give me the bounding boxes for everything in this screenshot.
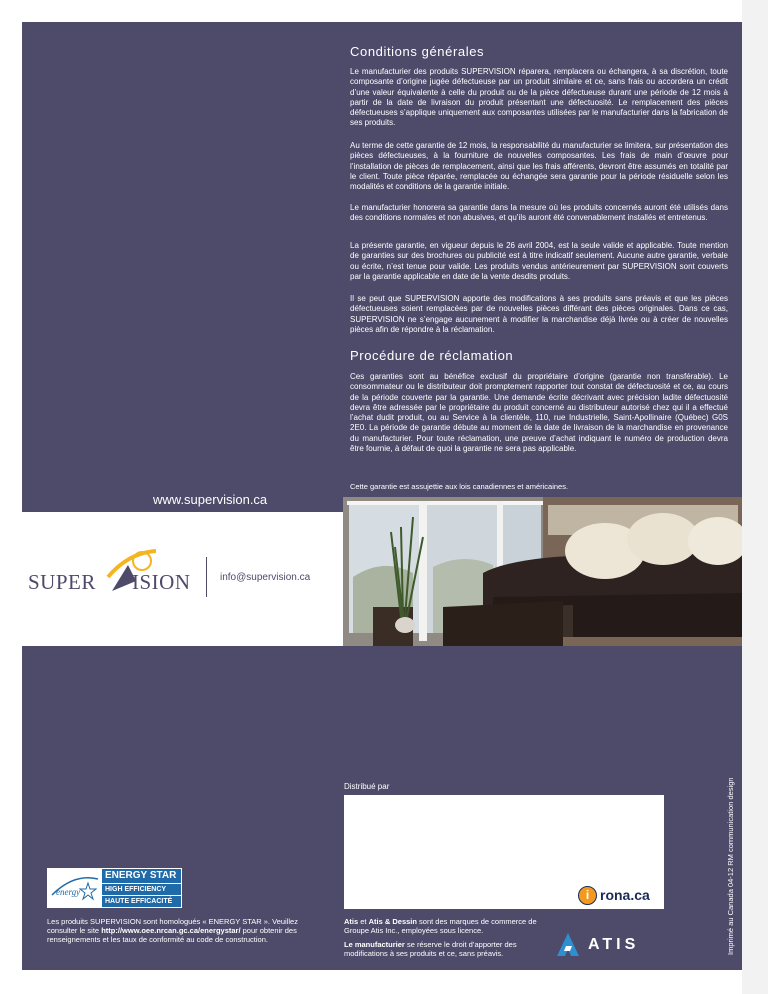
atis-logo xyxy=(556,932,666,958)
conditions-title: Conditions générales xyxy=(350,44,485,59)
conditions-paragraph-1: Le manufacturier des produits SUPERVISION réparera, remplacera ou échangera, à sa discrétion, toute composante d’origine jugée défectueuse par un produit similaire et ce, sans frais ou accordera un crédit d’une valeur équivalente à celle du produit ou de la pièce défectueuse durant une période de 12 mois à partir de la date de livraison du produit présentant une défectuosité. Le remplacement des pièces défectueuses s’applique uniquement aux composantes utilisées par le manufacturier dans la fabrication de ses produits. xyxy=(350,67,728,128)
claim-paragraph: Ces garanties sont au bénéfice exclusif du propriétaire d’origine (garantie non transférable). Le consommateur ou le distributeur doit promptement rapporter tout constat de défectuosité et ce, au cours de la période couverte par la garantie. Une demande écrite décrivant avec précision ladite défectuosité devra être adressée par le propriétaire du produit concerné au distributeur autorisé chez qui il a effectué l’achat dudit produit, ou au Service à la clientèle, 110, rue Industrielle, Saint-Apollinaire (Québec) G0S 2E0. La période de garantie débute au moment de la date de livraison de la marchandise en provenance du manufacturier. Pour toute réclamation, une preuve d’achat indiquant le numéro de production devra être fournie, à défaut de quoi la garantie ne sera pas applicable. xyxy=(350,372,728,454)
atis-mark-icon xyxy=(556,932,580,958)
trademark-note xyxy=(344,917,554,935)
atis-text: ATIS xyxy=(588,936,640,953)
svg-text:energy: energy xyxy=(56,887,81,897)
trademark-atis: Atis xyxy=(344,917,359,926)
energy-star-note xyxy=(47,917,317,944)
logo-text-super: SUPER xyxy=(28,570,96,594)
energy-star-note-prefix: Les produits SUPERVISION sont homologués « ENERGY STAR ». Veuillez consulter le site xyxy=(47,917,298,935)
manufacturer-bold: Le manufacturier xyxy=(344,940,405,949)
energy-star-icon xyxy=(48,869,102,907)
energy-star-high-efficiency: HIGH EFFICIENCY xyxy=(102,883,181,895)
energy-star-url[interactable]: http://www.oee.nrcan.gc.ca/energystar/ xyxy=(101,926,241,935)
energy-star-haute-efficacite: HAUTE EFFICACITÉ xyxy=(102,895,181,907)
trademark-et: et xyxy=(358,917,369,926)
conditions-paragraph-4: La présente garantie, en vigueur depuis le 26 avril 2004, est la seule valide et applicable. Toute mention de garanties sur des brochures ou publicité est à titre indicatif seulement. Aucune autre garantie, verbale ou écrite, n’est tenue pour valide. Les produits vendus antérieurement par SUPERVISION sont couverts par la garantie applicable en date de la vente desdits produits. xyxy=(350,241,728,281)
living-room-photo xyxy=(343,497,742,646)
logo-divider xyxy=(206,557,207,597)
rona-badge-icon: i xyxy=(578,886,597,905)
website-link[interactable]: www.supervision.ca xyxy=(153,492,268,507)
conditions-paragraph-3: Le manufacturier honorera sa garantie dans la mesure où les produits concernés auront été utilisés dans des conditions normales et non abusives, et qu’ils auront été convenablement installés et entretenus. xyxy=(350,203,728,223)
energy-star-logo xyxy=(47,868,182,908)
rona-text: rona.ca xyxy=(600,887,650,903)
logo-text-ision: ISION xyxy=(132,570,191,594)
energy-star-note-suffix: pour obtenir des renseignements et les taux de conformité au code de construction. xyxy=(47,926,297,944)
energy-star-title: ENERGY STAR xyxy=(105,870,177,881)
print-credit: Imprimé au Canada 04-12 RM communication design xyxy=(726,777,735,955)
supervision-logo xyxy=(28,545,198,600)
distributor-label: Distribué par xyxy=(344,782,390,791)
rona-logo xyxy=(578,886,650,904)
manufacturer-note xyxy=(344,940,544,958)
email-link[interactable]: info@supervision.ca xyxy=(220,572,311,583)
trademark-atis-dessin: Atis & Dessin xyxy=(368,917,417,926)
conditions-paragraph-2: Au terme de cette garantie de 12 mois, la responsabilité du manufacturier se limitera, sur présentation des pièces défectueuses, à la fourniture de nouvelles composantes. Les frais de main d’œuvre pour l’installation de pièces de remplacement, ainsi que les frais afférents, devront être assumés en totalité par le client. Toute pièce réparée, remplacée ou échangée sera garantie pour la période résiduelle selon les modalités et conditions de la garantie initiale. xyxy=(350,141,728,192)
energy-star-labels xyxy=(102,869,181,907)
manufacturer-rest: se réserve le droit d’apporter des modifications à ses produits et ce, sans préavis. xyxy=(344,940,517,958)
conditions-paragraph-5: Il se peut que SUPERVISION apporte des modifications à ses produits sans préavis et que les pièces défectueuses soient remplacées par de nouvelles pièces différant des pièces originales. Dans ce cas, SUPERVISION ne s’engage aucunement à modifier la marchandise déjà livrée ou à créer de nouvelles pièces afin de répondre à la réclamation. xyxy=(350,294,728,334)
trademark-rest: sont des marques de commerce de Groupe Atis Inc., employées sous licence. xyxy=(344,917,537,935)
law-note: Cette garantie est assujettie aux lois canadiennes et américaines. xyxy=(350,482,569,491)
claim-title: Procédure de réclamation xyxy=(350,348,514,363)
page-edge-strip xyxy=(742,0,768,994)
